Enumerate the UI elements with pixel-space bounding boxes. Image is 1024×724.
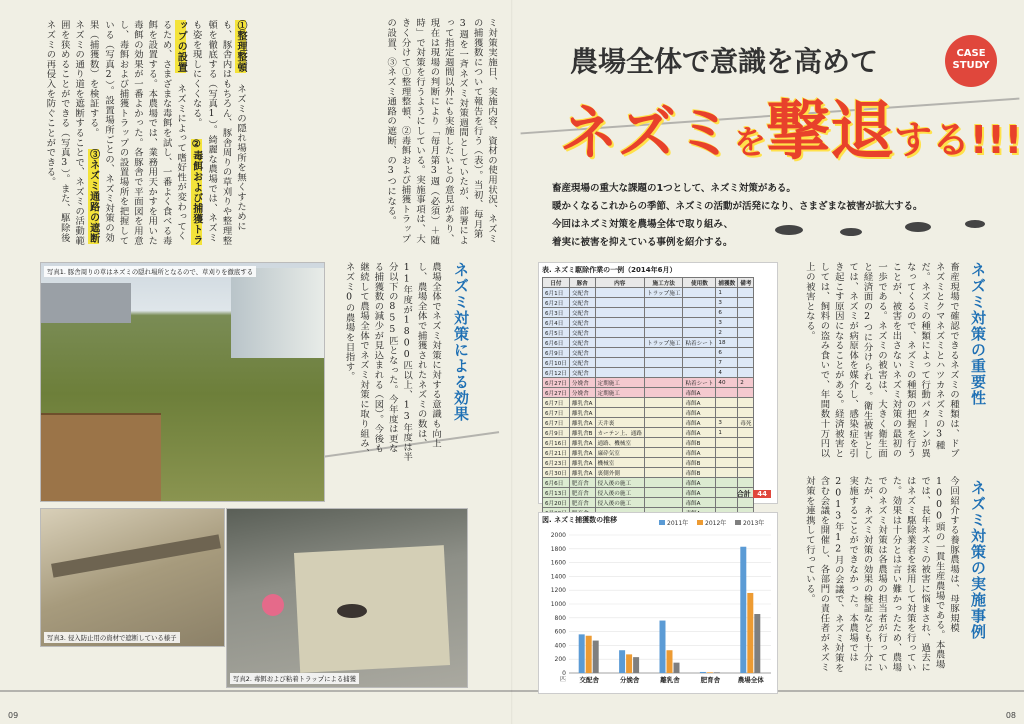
table-row — [543, 368, 754, 378]
table-cell: 交配舎 — [569, 368, 595, 378]
table-cell — [644, 468, 682, 478]
table-cell — [738, 408, 754, 418]
y-tick-label: 0 — [562, 670, 566, 677]
bar-2012年 — [707, 672, 713, 673]
table-cell — [644, 498, 682, 508]
table-cell: 毒餌A — [683, 428, 716, 438]
table-cell: 6月21日 — [543, 448, 570, 458]
table-cell — [738, 318, 754, 328]
bar-2012年 — [626, 654, 632, 673]
table-cell — [595, 308, 644, 318]
table-header-cell: 備考 — [738, 278, 754, 288]
section-3-body: ネズミの通り道を遮断することで、ネズミの活動範囲を狭めることができる（写真3）。また、駆除後ネズミの再侵入を防ぐことができる。 — [44, 20, 85, 246]
chart-title: 図. ネズミ捕獲数の推移 — [542, 516, 618, 524]
table-cell: 定期施工 — [595, 378, 644, 388]
rat-silhouette — [775, 225, 803, 235]
table-cell — [716, 398, 738, 408]
table-cell — [644, 328, 682, 338]
table-row — [543, 288, 754, 298]
intro-line: 今回はネズミ対策を農場全体で取り組み、 — [552, 219, 734, 230]
table-cell: 毒餌A — [683, 388, 716, 398]
table-cell: 6月5日 — [543, 328, 570, 338]
table-cell — [644, 378, 682, 388]
table-cell: 6月30日 — [543, 468, 570, 478]
table-row — [543, 458, 754, 468]
table-cell — [738, 438, 754, 448]
headline-subtitle: 農場全体で意識を高めて — [570, 45, 879, 78]
intro-line: 畜産現場の重大な課題の1つとして、ネズミ対策がある。 — [552, 183, 796, 194]
table-cell: 分娩舎 — [569, 378, 595, 388]
table-cell — [738, 478, 754, 488]
table-cell — [738, 368, 754, 378]
table-cell — [595, 298, 644, 308]
table-cell — [716, 388, 738, 398]
table-row — [543, 438, 754, 448]
table-cell — [683, 328, 716, 338]
bar-2013年 — [593, 641, 599, 673]
table-row — [543, 478, 754, 488]
table-cell — [595, 288, 644, 298]
bar-2013年 — [754, 614, 760, 673]
table-cell — [738, 288, 754, 298]
table-cell: 毒餌A — [683, 488, 716, 498]
y-tick-label: 1200 — [550, 587, 566, 595]
table-cell — [738, 468, 754, 478]
table-cell — [716, 448, 738, 458]
section-2-title: ②毒餌および捕獲トラップの設置 — [175, 20, 202, 246]
table-cell — [738, 388, 754, 398]
table-title: 表. ネズミ駆除作業の一例（2014年6月） — [542, 266, 677, 274]
section-2-body: ネズミによって嗜好性が変わってくるため、さまざまな毒餌を試し、一番よく食べる毒餌を設置する。本農場では、業務用天かすを用いた毒餌の効果が一番よかった。各豚舎で平面図を用意し、毒餌および捕獲トラップの設置場所を把握している（写真2）。設置場所ごとの、ネズミ対策の効果（捕獲数）を検証する。 — [87, 20, 187, 246]
table-cell: 6月27日 — [543, 378, 570, 388]
table-header-cell: 日付 — [543, 278, 570, 288]
table-cell: 6月7日 — [543, 418, 570, 428]
table-cell — [595, 348, 644, 358]
bar-2011年 — [740, 547, 746, 673]
table-cell: 離乳舎A — [569, 438, 595, 448]
table-cell — [683, 368, 716, 378]
table-cell — [738, 358, 754, 368]
bar-2012年 — [667, 650, 673, 673]
table-cell — [595, 338, 644, 348]
table-cell — [716, 458, 738, 468]
table-row — [543, 348, 754, 358]
table-cell: 6月9日 — [543, 428, 570, 438]
heading-case: ネズミ対策の実施事例 — [969, 480, 987, 640]
table-cell: 交配舎 — [569, 308, 595, 318]
table-header-cell: 豚舎 — [569, 278, 595, 288]
table-cell: 3 — [716, 418, 738, 428]
table-row — [543, 388, 754, 398]
table-cell: 6 — [716, 308, 738, 318]
table-cell — [644, 298, 682, 308]
table-cell — [644, 488, 682, 498]
table-cell — [683, 318, 716, 328]
table-cell: 6月23日 — [543, 458, 570, 468]
table-cell: 離乳舎A — [569, 418, 595, 428]
table-row — [543, 308, 754, 318]
bar-2013年 — [714, 672, 720, 673]
table-cell: 2 — [716, 328, 738, 338]
table-cell: 6月13日 — [543, 488, 570, 498]
glue-trap — [294, 545, 450, 673]
legend-label: 2013年 — [743, 520, 765, 527]
left-sections — [40, 20, 248, 250]
photo-3-caption: 写真3. 侵入防止用の資材で遮断している様子 — [44, 632, 180, 643]
table-cell: トラップ施工 — [644, 288, 682, 298]
table-cell: 廉砕気室 — [595, 448, 644, 458]
table-cell: 1 — [716, 288, 738, 298]
table-cell — [683, 298, 716, 308]
table-cell — [716, 498, 738, 508]
table-row — [543, 488, 754, 498]
x-category-label: 肥育舎 — [700, 676, 721, 684]
table-cell: 6 — [716, 348, 738, 358]
captured-rat — [337, 604, 367, 618]
y-axis-unit: 匹 — [559, 676, 566, 683]
table-cell — [644, 408, 682, 418]
intro-line: 着実に被害を抑えている事例を紹介する。 — [552, 237, 733, 248]
photo-2-caption: 写真2. 毒餌および粘着トラップによる捕獲 — [230, 673, 359, 684]
table-cell: 交配舎 — [569, 298, 595, 308]
table-cell: 2 — [738, 378, 754, 388]
table-cell — [716, 488, 738, 498]
table-cell: 離乳舎A — [569, 468, 595, 478]
table-cell: 毒餌A — [683, 448, 716, 458]
table-header-cell: 捕獲数 — [716, 278, 738, 288]
table-cell — [644, 308, 682, 318]
table-cell: 6月7日 — [543, 398, 570, 408]
table-cell: 4 — [716, 368, 738, 378]
table-cell: 離乳舎A — [569, 458, 595, 468]
effect-heading: ネズミ対策による効果 — [452, 262, 470, 422]
table-row — [543, 428, 754, 438]
bar-2011年 — [660, 621, 666, 673]
left-body-intro: ミ対策実施日、実施内容、資材の使用状況、ネズミの捕獲数について報告を行う（表）。当初、毎月第3週を一斉ネズミ対策週間としていたが、部署によって指定週間以外にも実施したいとの意見があり、現在は現場の判断により「毎月第3週（必須）＋随時」で対策を行うようにしている。実施事項は、大きく分けて①整理整頓、②毒餌および捕獲トラップの設置、③ネズミ通路の遮断、の3つになる。 — [385, 18, 497, 246]
heading-importance: ネズミ対策の重要性 — [969, 262, 987, 406]
table-cell — [738, 428, 754, 438]
section-1-body: ネズミの隠れ場所を無くすためにも、豚舎内はもちろん、豚舎周りの草刈りや整理整頓を徹底する（写真1）。綺麗な農場では、ネズミも姿を現しにくくなる。 — [190, 20, 246, 246]
table-cell: 6月6日 — [543, 338, 570, 348]
table-cell: 離乳舎A — [569, 408, 595, 418]
table-cell — [644, 358, 682, 368]
bar-chart — [539, 513, 777, 693]
table-cell — [595, 408, 644, 418]
case-body: 今回紹介する養豚農場は、母豚規模1000頭の一貫生産農場である。本農場では、長年ネズミの被害に悩まされ、過去にはネズミ駆除業者を採用して対策を行っていた。効果は十分とは言い難かったため、農場でのネズミ対策は各農場の担当者が行っていたが、ネズミ対策の効果の検証なども十分に実施することができなかった。本農場では2013年12月の会議で、ネズミ対策を含む会議を開催し、各部門の責任者がネズミ対策を連携して行っている。 — [803, 476, 959, 673]
table-cell — [644, 478, 682, 488]
table-cell — [738, 498, 754, 508]
table-row — [543, 318, 754, 328]
table-cell: 交配舎 — [569, 288, 595, 298]
table-cell — [738, 308, 754, 318]
table-cell — [683, 288, 716, 298]
table-row — [543, 358, 754, 368]
table-cell — [738, 458, 754, 468]
table-cell — [683, 308, 716, 318]
rat-silhouette — [965, 220, 985, 228]
y-tick-label: 200 — [554, 656, 566, 664]
table-cell — [738, 328, 754, 338]
table-header-cell: 施工方法 — [644, 278, 682, 288]
table-cell: 交配舎 — [569, 338, 595, 348]
table-cell: 侵入後の施工 — [595, 498, 644, 508]
page-fold — [511, 0, 513, 724]
table-row — [543, 468, 754, 478]
bar-2011年 — [700, 672, 706, 673]
work-table — [542, 277, 754, 518]
section-1-title: ①整理整頓 — [235, 20, 246, 73]
headline-main: ネズミを撃退する!!! — [560, 95, 1023, 169]
x-category-label: 分娩舎 — [619, 676, 640, 684]
table-cell: 侵入後の施工 — [595, 488, 644, 498]
table-cell: 分娩舎 — [569, 388, 595, 398]
photo-3-barrier — [40, 508, 225, 647]
table-cell — [738, 398, 754, 408]
bar-2012年 — [586, 636, 592, 673]
table-cell: 肥育舎 — [569, 488, 595, 498]
x-category-label: 交配舎 — [579, 676, 599, 684]
intro-line: 暖かくなるこれからの季節、ネズミの活動が活発になり、さまざまな被害が拡大する。 — [552, 201, 923, 212]
y-tick-label: 800 — [554, 614, 566, 622]
poison-bait — [262, 594, 284, 616]
section-3-title: ③ネズミ通路の遮断 — [87, 149, 99, 244]
table-cell: 6月9日 — [543, 348, 570, 358]
beam — [51, 534, 221, 577]
effect-body: 農場全体でネズミ対策に対する意識も向上し、農場全体で捕獲されたネズミの数は、11年度が1800匹以上、13年度は半分以下の855匹となった。今年度は更なる捕獲数の減少が見込まれる（図）。今後も継続して農場全体でネズミ対策に取り組み、ネズミ0の農場を目指す。 — [343, 262, 441, 462]
y-tick-label: 600 — [554, 628, 566, 636]
case-study-badge: CASE STUDY — [945, 35, 997, 87]
legend-label: 2011年 — [667, 520, 689, 527]
y-tick-label: 2000 — [550, 532, 566, 539]
table-box — [538, 262, 778, 507]
table-cell: 毒餌B — [683, 458, 716, 468]
table-cell: 肥育舎 — [569, 478, 595, 488]
table-cell: トラップ施工 — [644, 338, 682, 348]
table-row — [543, 338, 754, 348]
table-row — [543, 418, 754, 428]
table-row — [543, 298, 754, 308]
page-number-left: 09 — [8, 711, 19, 720]
barn-wall — [231, 268, 324, 358]
y-tick-label: 1600 — [550, 559, 566, 567]
table-cell — [595, 328, 644, 338]
table-cell: 6月1日 — [543, 288, 570, 298]
table-row — [543, 328, 754, 338]
table-cell — [738, 448, 754, 458]
table-cell — [738, 298, 754, 308]
table-cell: 粘着シート — [683, 338, 716, 348]
table-cell: 毒餌A — [683, 398, 716, 408]
y-tick-label: 1400 — [550, 573, 566, 581]
storage-shelf-photo — [41, 413, 161, 502]
table-cell: 裏側外側 — [595, 468, 644, 478]
table-cell: 離乳舎A — [569, 398, 595, 408]
table-cell: 粘着シート — [683, 378, 716, 388]
table-cell: 毒餌B — [683, 438, 716, 448]
bar-2013年 — [633, 657, 639, 673]
table-cell — [644, 458, 682, 468]
legend-label: 2012年 — [705, 520, 727, 527]
table-cell — [644, 368, 682, 378]
table-cell — [595, 358, 644, 368]
table-cell — [716, 478, 738, 488]
table-cell — [595, 318, 644, 328]
bar-2011年 — [579, 634, 585, 673]
table-cell: 毒餌B — [683, 468, 716, 478]
table-cell — [644, 428, 682, 438]
legend-swatch — [697, 520, 703, 525]
x-category-label: 離乳舎 — [660, 676, 680, 684]
table-row — [543, 498, 754, 508]
y-tick-label: 1800 — [550, 545, 566, 553]
rat-silhouette — [905, 222, 931, 232]
intro-lead — [552, 180, 952, 252]
table-cell — [644, 318, 682, 328]
table-row — [543, 448, 754, 458]
table-cell: 6月12日 — [543, 368, 570, 378]
table-cell: 肥育舎 — [569, 498, 595, 508]
table-cell: 6月2日 — [543, 298, 570, 308]
table-cell — [644, 418, 682, 428]
table-cell: 毒餌A — [683, 478, 716, 488]
table-cell: 離乳舎A — [569, 448, 595, 458]
table-cell: 天井裏 — [595, 418, 644, 428]
table-cell: カーテン上、通路 — [595, 428, 644, 438]
table-cell: 毒死 — [738, 418, 754, 428]
table-cell: 侵入後の施工 — [595, 478, 644, 488]
table-cell — [716, 468, 738, 478]
table-cell: 交配舎 — [569, 358, 595, 368]
table-cell: 6月4日 — [543, 318, 570, 328]
table-cell: 交配舎 — [569, 318, 595, 328]
table-cell — [716, 408, 738, 418]
table-row — [543, 408, 754, 418]
rat-silhouette — [840, 228, 862, 236]
table-cell — [716, 438, 738, 448]
table-cell: 6月3日 — [543, 308, 570, 318]
photo-2-trap — [226, 508, 468, 688]
table-cell: 毒餌A — [683, 418, 716, 428]
photo-1-caption: 写真1. 豚舎周りの草はネズミの隠れ場所となるので、草刈りを徹底する — [44, 266, 256, 277]
table-cell: 40 — [716, 378, 738, 388]
importance-body: 畜産現場で確認できるネズミの種類は、ドブネズミとクマネズミとハツカネズミの3種だ。ネズミの種類によって行動パターンが異なってくるので、ネズミの種類の把握を行うことが、被害を出さないネズミ対策の最初の一歩である。ネズミの被害は、大きく衛生面と経済面の2つに分けられる。衛生被害としては、ネズミが病原体を媒介し、感染症を引き起こす原因になることがある。経済被害としては、飼料の盗み食いで、年間数十万円以上の被害となる。 — [803, 262, 959, 460]
bar-2013年 — [674, 663, 680, 673]
table-cell — [683, 348, 716, 358]
table-cell: 6月20日 — [543, 498, 570, 508]
table-cell — [644, 398, 682, 408]
bar-2011年 — [619, 650, 625, 673]
table-cell — [644, 348, 682, 358]
table-cell: 毒餌A — [683, 498, 716, 508]
bar-2012年 — [747, 593, 753, 673]
table-cell: 定期施工 — [595, 388, 644, 398]
table-total: 合計 44 — [737, 489, 771, 499]
barn-building — [41, 283, 131, 323]
table-cell — [738, 348, 754, 358]
table-cell: 交配舎 — [569, 328, 595, 338]
chart-box — [538, 512, 778, 694]
legend-swatch — [659, 520, 665, 525]
table-row — [543, 398, 754, 408]
table-cell: 6月6日 — [543, 478, 570, 488]
table-cell: 交配舎 — [569, 348, 595, 358]
legend-swatch — [735, 520, 741, 525]
y-tick-label: 1000 — [550, 601, 566, 608]
table-cell: 6月27日 — [543, 388, 570, 398]
table-cell — [738, 338, 754, 348]
table-cell — [595, 368, 644, 378]
table-row — [543, 378, 754, 388]
x-category-label: 農場全体 — [737, 676, 764, 684]
table-header-cell: 内容 — [595, 278, 644, 288]
table-cell — [595, 398, 644, 408]
table-cell: 毒餌A — [683, 408, 716, 418]
table-cell: 18 — [716, 338, 738, 348]
photo-1-farm-yard — [40, 262, 325, 502]
table-cell: 通路、機械室 — [595, 438, 644, 448]
page-number-right: 08 — [1005, 711, 1016, 720]
table-cell: 6月16日 — [543, 438, 570, 448]
table-cell: 3 — [716, 318, 738, 328]
table-cell: 3 — [716, 298, 738, 308]
table-header-cell: 使用数 — [683, 278, 716, 288]
table-cell: 機械室 — [595, 458, 644, 468]
y-tick-label: 400 — [554, 642, 566, 650]
table-cell: 7 — [716, 358, 738, 368]
table-cell — [644, 438, 682, 448]
table-cell — [683, 358, 716, 368]
table-cell: 6月7日 — [543, 408, 570, 418]
table-cell: 1 — [716, 428, 738, 438]
table-cell: 離乳舎B — [569, 428, 595, 438]
table-cell — [644, 388, 682, 398]
table-cell: 6月10日 — [543, 358, 570, 368]
table-cell — [644, 448, 682, 458]
